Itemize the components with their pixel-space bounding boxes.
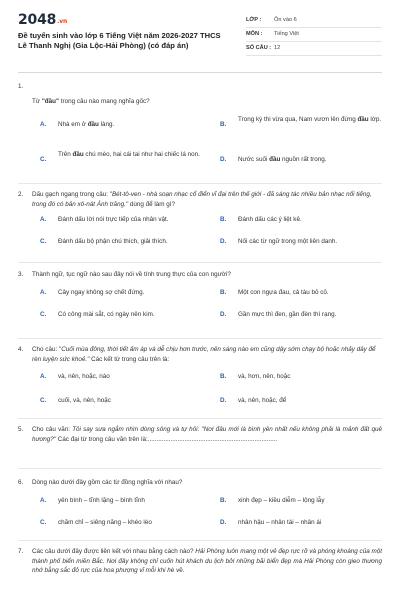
option-letter: D. xyxy=(220,310,227,318)
option-text: Gần mực thì đen, gần đèn thì rạng. xyxy=(238,310,337,318)
meta-key: MÔN : xyxy=(246,31,263,37)
logo-suffix: .vn xyxy=(57,18,68,25)
option-text: Cây ngay không sợ chết đứng. xyxy=(58,288,145,296)
option-letter: A. xyxy=(40,373,47,381)
meta-key: LỚP : xyxy=(246,17,262,23)
meta-value: Ôn vào 6 xyxy=(274,17,297,23)
options xyxy=(32,496,382,538)
option-text: và, nên, hoặc, nào xyxy=(58,373,110,381)
option-letter: C. xyxy=(40,397,47,405)
question-number: 7. xyxy=(18,548,24,555)
meta-table xyxy=(246,14,382,56)
option-letter: A. xyxy=(40,288,47,296)
option-text: Nhà em ở đầu làng. xyxy=(58,120,115,128)
option-text: xinh đẹp – kiều diễm – lộng lẫy xyxy=(238,496,325,504)
document-title: Đề tuyển sinh vào lớp 6 Tiếng Việt năm 2026-2027 THCS Lê Thanh Nghị (Gia Lộc-Hải Phòng) (có đáp án) xyxy=(18,31,221,50)
question-divider xyxy=(18,540,382,541)
question-stem: Thành ngữ, tục ngữ nào sau đây nói về tính trung thực của con người? xyxy=(32,271,231,278)
question-stem: Cho câu văn: Tôi say sưa ngắm nhìn dòng sông và tự hỏi: "Nơi đâu mới là bình yên nhất nếu không phải là mảnh đất quê hương?" Các đại từ trong câu văn trên là:.......................................................................... xyxy=(32,426,382,443)
question-2 xyxy=(18,190,382,257)
question-number: 5. xyxy=(18,426,24,433)
question-divider xyxy=(18,338,382,339)
option-text: Trên đầu chú mèo, hai cái tai như hai chiếc lá non. xyxy=(58,150,200,158)
meta-value: 12 xyxy=(274,45,281,51)
question-divider xyxy=(18,468,382,469)
meta-row-subject xyxy=(246,28,382,42)
option-letter: B. xyxy=(220,120,227,128)
question-number: 3. xyxy=(18,271,24,278)
option-letter: D. xyxy=(220,518,227,526)
question-3 xyxy=(18,270,382,330)
option-text: Nước suối đầu nguồn rất trong. xyxy=(238,155,327,163)
question-6 xyxy=(18,478,382,538)
option-letter: A. xyxy=(40,120,47,128)
meta-value: Tiếng Việt xyxy=(274,31,299,37)
option-letter: C. xyxy=(40,238,47,246)
header-divider xyxy=(18,72,382,73)
question-divider xyxy=(18,183,382,184)
option-letter: C. xyxy=(40,155,47,163)
option-text: Một con ngựa đau, cả tàu bỏ cỏ. xyxy=(238,288,329,296)
option-text: Đánh dấu bộ phận chú thích, giải thích. xyxy=(58,238,168,246)
option-letter: B. xyxy=(220,288,227,296)
option-text: Có công mài sắt, có ngày nên kim. xyxy=(58,310,155,318)
logo-text: 2048 xyxy=(18,12,57,28)
option-letter: D. xyxy=(220,155,227,163)
option-letter: A. xyxy=(40,216,47,224)
question-number: 2. xyxy=(18,191,24,198)
page-header xyxy=(18,12,382,67)
option-letter: A. xyxy=(40,496,47,504)
question-stem: Cho câu: "Cuối mùa đông, thời tiết ấm áp và dễ chịu hơn trước, nên sáng nào em cũng dậy sớm chạy bộ hoặc nhảy dây để rèn luyện sức khoẻ." Các kết từ trong câu trên là: xyxy=(32,346,376,363)
option-text: nhân hậu – nhân tài – nhân ái xyxy=(238,518,322,526)
option-letter: D. xyxy=(220,238,227,246)
question-number: 6. xyxy=(18,479,24,486)
options xyxy=(32,215,382,257)
option-text: yên bình – tĩnh lặng – bình tĩnh xyxy=(58,496,145,504)
option-letter: C. xyxy=(40,310,47,318)
question-7 xyxy=(18,547,382,576)
option-text: cuối, và, nên, hoặc xyxy=(58,397,111,405)
option-letter: B. xyxy=(220,216,227,224)
options xyxy=(32,115,382,185)
question-stem: Từ "đầu" trong câu nào mang nghĩa gốc? xyxy=(32,98,150,105)
options xyxy=(32,372,382,414)
option-text: Nối các từ ngữ trong một liên danh. xyxy=(238,238,338,246)
option-letter: D. xyxy=(220,397,227,405)
options xyxy=(32,288,382,330)
option-text: Đánh dấu lời nói trực tiếp của nhân vật. xyxy=(58,216,169,224)
question-1 xyxy=(18,82,382,185)
question-number: 1. xyxy=(18,83,24,90)
option-letter: C. xyxy=(40,518,47,526)
option-text: chăm chỉ – siêng năng – khéo léo xyxy=(58,518,152,526)
question-stem: Các câu dưới đây được liên kết với nhau bằng cách nào? Hải Phòng luôn mang một vẻ đẹp rực rỡ và phóng khoáng của một thành phố biển miền Bắc. Nơi đây không chỉ cuốn hút khách du lịch bởi những bãi biển đẹp mà Hải Phòng còn gieo thương nhớ bằng sắc đỏ rực của hoa phượng vĩ mỗi khi hè về. xyxy=(32,548,382,575)
meta-key: SỐ CÂU : xyxy=(246,45,272,51)
question-5 xyxy=(18,425,382,444)
question-number: 4. xyxy=(18,346,24,353)
meta-row-count xyxy=(246,42,382,56)
question-4 xyxy=(18,345,382,414)
question-divider xyxy=(18,418,382,419)
option-text: Đánh dấu các ý liệt kê. xyxy=(238,216,302,224)
question-divider xyxy=(18,262,382,263)
option-letter: B. xyxy=(220,373,227,381)
meta-row-class xyxy=(246,14,382,28)
option-text: và, nên, hoặc, để xyxy=(238,397,287,405)
question-stem: Dòng nào dưới đây gồm các từ đồng nghĩa với nhau? xyxy=(32,479,183,486)
option-text: Trong kỳ thi vừa qua, Nam vươn lên đứng đầu lớp. xyxy=(238,115,382,123)
question-stem: Dấu gạch ngang trong câu: "Bét-tô-ven - nhà soạn nhạc cổ điển vĩ đại trên thế giới - đã sáng tác nhiều bản nhạc nổi tiếng, trong đó có bản xô-nát Ánh trăng." dùng để làm gì? xyxy=(32,191,372,208)
option-letter: B. xyxy=(220,496,227,504)
option-text: và, hơn, nên, hoặc xyxy=(238,373,291,381)
site-logo[interactable] xyxy=(18,12,67,28)
